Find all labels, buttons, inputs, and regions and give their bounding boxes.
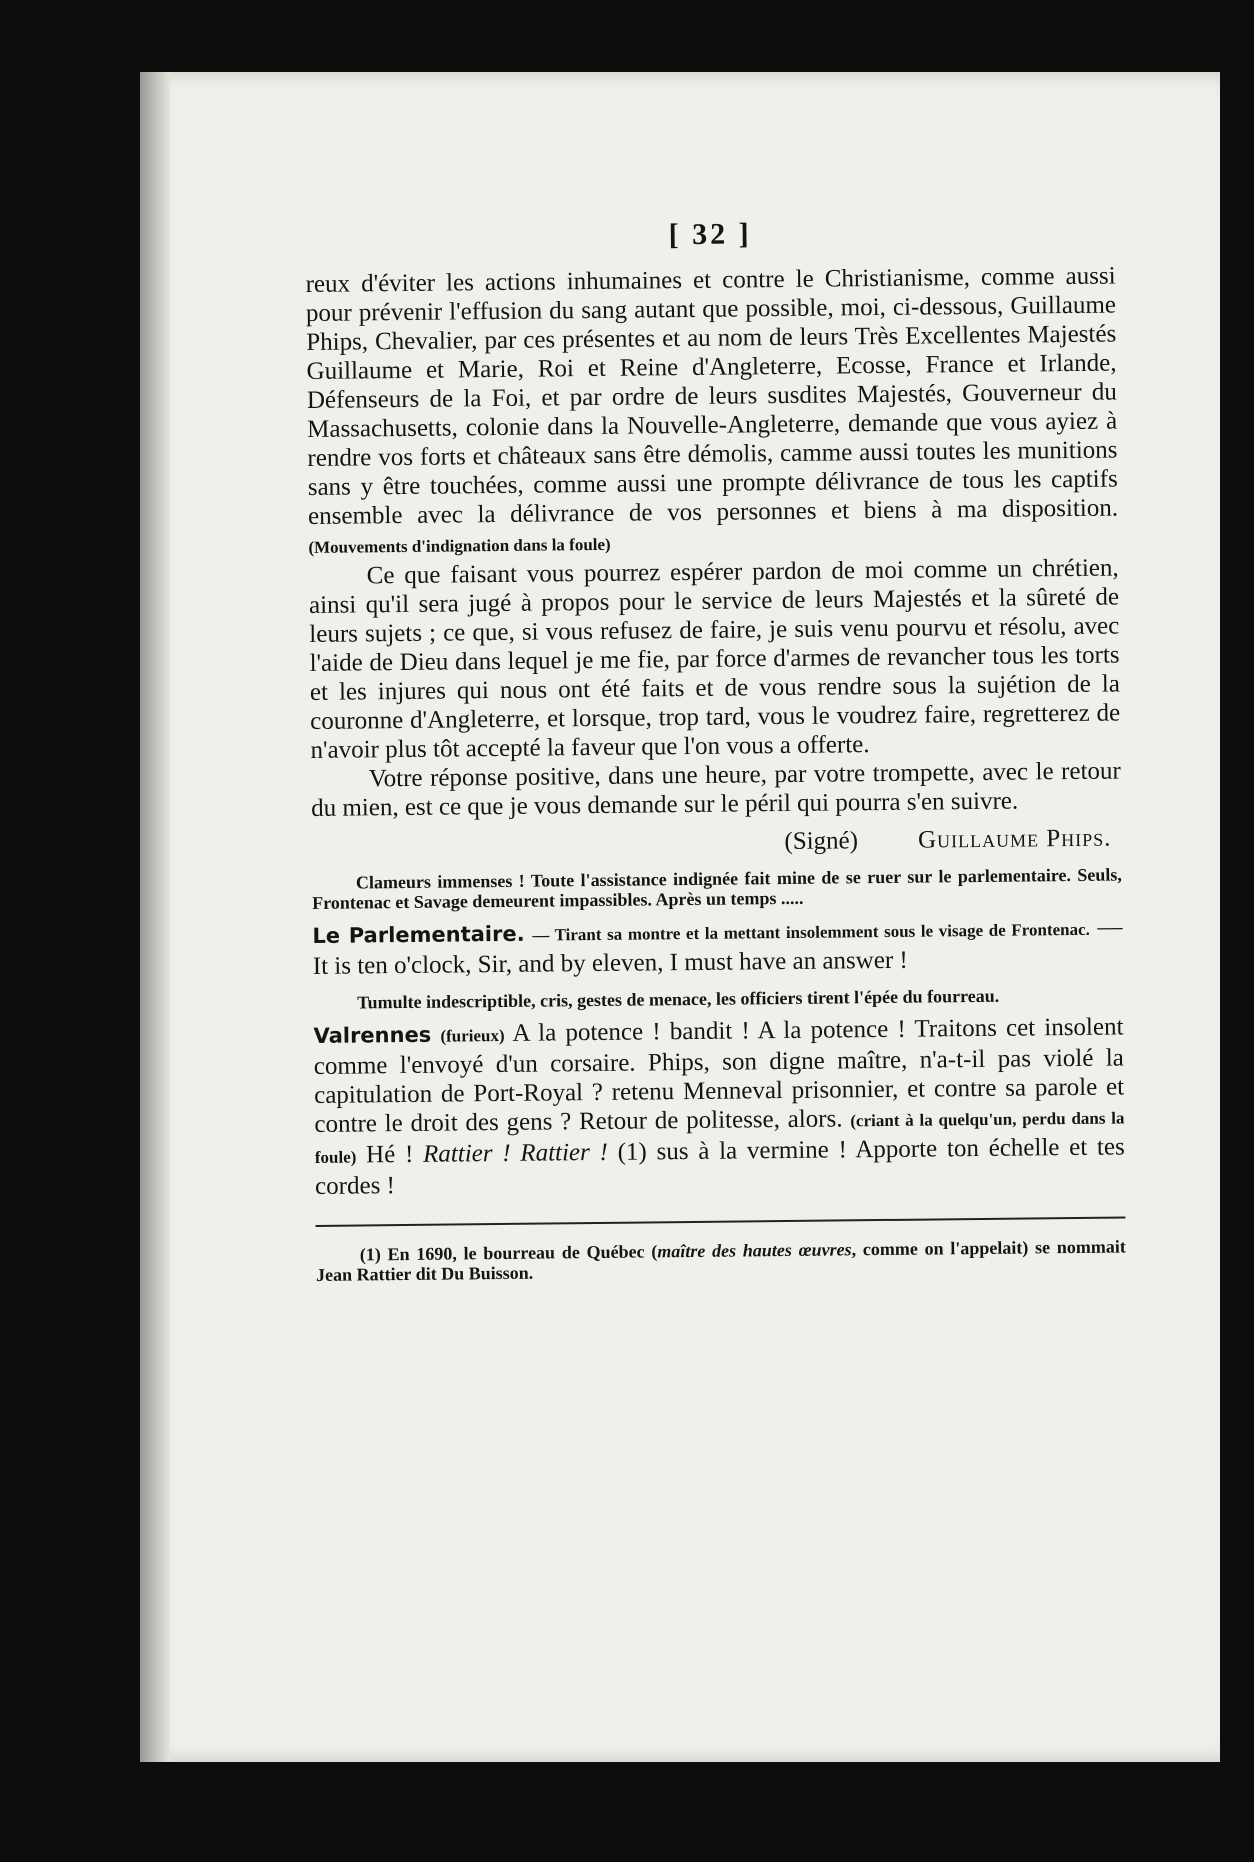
- valrennes-direction-2: (criant à la quelqu'un, perdu dans la foule): [314, 1108, 1125, 1167]
- page-binding-shadow: [140, 72, 170, 1762]
- valrennes-speech-2-start: Hé !: [365, 1140, 414, 1169]
- valrennes-speech-2-end: sus à la vermine ! Apporte ton échelle et tes cordes !: [314, 1133, 1125, 1200]
- signed-label: (Signé): [784, 827, 859, 856]
- letter-paragraph-1: [306, 262, 1119, 562]
- letter-paragraph-2: Ce que faisant vous pourrez espérer pardon de moi comme un chrétien, ainsi qu'il sera jugé à propos pour le service de leurs Majestés et la sûreté de leurs sujets ; ce que, si vous refusez de faire, je suis venu pourvu et résolu, avec l'aide de Dieu dans lequel je me fie, par force d'armes de revancher tous les torts et les injures qui nous ont été faits et de vous rendre sous la sujétion de la couronne d'Angleterre, et lorsque, trop tard, vous le voudrez faire, regretterez de n'avoir plus tôt accepté la faveur que l'on vous a offerte.: [308, 554, 1121, 764]
- footnote-reference: (1): [617, 1138, 647, 1166]
- parlementaire-line: [312, 912, 1123, 980]
- letter-signature: [311, 825, 1111, 861]
- footnote-italic: maître des hautes œuvres: [657, 1239, 852, 1262]
- valrennes-line: [313, 1012, 1125, 1200]
- page-number: [ 32 ]: [668, 217, 752, 252]
- stage-direction-tumulte: Tumulte indescriptible, cris, gestes de menace, les officiers tirent l'épée du fourreau.: [357, 985, 1000, 1013]
- signed-name: Guillaume Phips.: [917, 824, 1112, 854]
- footnote: [316, 1236, 1126, 1284]
- page-text-block: [305, 214, 1126, 1303]
- footnote-end: , comme on l'appelait) se nommait Jean Rattier dit Du Buisson.: [315, 1236, 1126, 1285]
- stage-direction-indignation: (Mouvements d'indignation dans la foule): [308, 534, 611, 557]
- parlementaire-direction: — Tirant sa montre et la mettant insolemment sous le visage de Frontenac.: [532, 919, 1090, 945]
- valrennes-speech-1: A la potence ! bandit ! A la potence ! Traitons cet insolent comme l'envoyé d'un corsaire. Phips, son digne maître, n'a-t-il pas violé la capitulation de Port-Royal ? retenu Menneval prisonnier, et contre sa parole et contre le droit des gens ? Retour de politesse, alors.: [313, 1013, 1125, 1138]
- parlementaire-speech: — It is ten o'clock, Sir, and by eleven, I must have an answer !: [312, 913, 1123, 980]
- valrennes-speech-2-italic: Rattier ! Rattier !: [422, 1138, 609, 1168]
- valrennes-direction-1: (furieux): [440, 1025, 505, 1046]
- letter-paragraph-1-text: reux d'éviter les actions inhumaines et contre le Christianisme, comme aussi pour prévenir l'effusion du sang autant que possible, moi, ci-dessous, Guillaume Phips, Chevalier, par ces présentes et au nom de leurs Très Excellentes Majestés Guillaume et Marie, Roi et Reine d'Angleterre, Ecosse, France et Irlande, Défenseurs de la Foi, et par ordre de leurs susdites Majestés, Gouverneur du Massachusetts, colonie dans la Nouvelle-Angleterre, demande que vous ayiez à rendre vos forts et châteaux sans être démolis, camme aussi toutes les munitions sans y être touchées, comme aussi une prompte délivrance de tous les captifs ensemble avec la délivrance de vos personnes et biens à ma disposition.: [305, 262, 1119, 530]
- footnote-rule: [316, 1216, 1126, 1226]
- footnote-start: (1) En 1690, le bourreau de Québec (: [359, 1241, 658, 1265]
- speaker-valrennes: Valrennes: [313, 1022, 432, 1048]
- speaker-parlementaire: Le Parlementaire.: [312, 921, 525, 948]
- letter-paragraph-3: Votre réponse positive, dans une heure, par votre trompette, avec le retour du mien, est ce que je vous demande sur le péril qui pourra s'en suivre.: [311, 757, 1121, 822]
- stage-direction-clameurs: Clameurs immenses ! Toute l'assistance indignée fait mine de se ruer sur le parlementaire. Seuls, Frontenac et Savage demeurent impassibles. Après un temps .....: [312, 864, 1122, 913]
